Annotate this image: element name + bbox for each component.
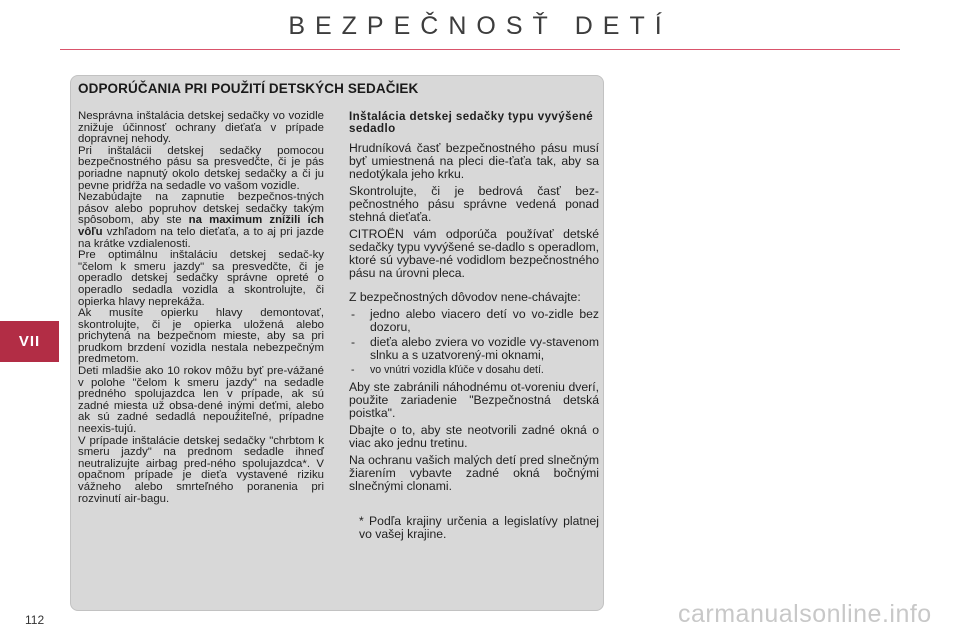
paragraph: CITROËN vám odporúča používať detské sedačky typu vyvýšené se-dadlo s operadlom, ktoré sú vybave-né vodidlom bezpečnostného pásu na úrovni pleca. — [349, 227, 599, 280]
paragraph: Na ochranu vašich malých detí pred slnečným žiarením vybavte zadné okná bočnými slnečnými clonami. — [349, 453, 599, 493]
panel-heading: ODPORÚČANIA PRI POUŽITÍ DETSKÝCH SEDAČIEK — [78, 81, 419, 96]
text-run: Nezabúdajte na zapnutie bezpečnos-tných pásov alebo popruhov detskej sedačky takým spôsobom, aby ste — [78, 191, 324, 227]
footnote: * Podľa krajiny určenia a legislatívy platnej vo vašej krajine. — [359, 514, 599, 541]
recommendations-panel — [70, 75, 604, 611]
paragraph: Hrudníková časť bezpečnostného pásu musí byť umiestnená na pleci die-ťaťa tak, aby sa nedotýkala jeho krku. — [349, 141, 599, 181]
paragraph: Pri inštalácii detskej sedačky pomocou bezpečnostného pásu sa presvedčte, či je pás poriadne napnutý okolo detskej sedačky a či ju pevne pridŕža na sedadle vo vašom vozidle. — [78, 144, 324, 192]
watermark: carmanualsonline.info — [678, 600, 932, 628]
paragraph: Skontrolujte, či je bedrová časť bez-pečnostného pásu správne vedená ponad stehná dieťaťa. — [349, 184, 599, 224]
paragraph — [78, 192, 324, 250]
left-column — [78, 111, 324, 505]
paragraph: Nesprávna inštalácia detskej sedačky vo vozidle znižuje účinnosť ochrany dieťaťa v prípade dopravnej nehody. — [78, 110, 324, 146]
list-item: - dieťa alebo zviera vo vozidle vy-stavenom slnku a s uzatvorený-mi oknami, — [349, 336, 599, 362]
paragraph: Pre optimálnu inštaláciu detskej sedač-ky "čelom k smeru jazdy" sa presvedčte, či je operadlo detskej sedačky správne opreté o operadlo sedadla vozidla a skontrolujte, či opierka hlavy neprekáža. — [78, 249, 324, 308]
paragraph: Z bezpečnostných dôvodov nene-chávajte: — [349, 290, 581, 304]
warning-list — [349, 308, 599, 377]
text-run: vzhľadom na telo dieťaťa, a to aj pri jazde na krátke vzdialenosti. — [78, 225, 324, 250]
list-item: - vo vnútri vozidla kľúče v dosahu detí. — [349, 364, 599, 377]
section-subheading: Inštalácia detskej sedačky typu vyvýšené sedadlo — [349, 110, 594, 135]
paragraph: V prípade inštalácie detskej sedačky "chrbtom k smeru jazdy" na prednom sedadle ihneď neutralizujte airbag pred-ného spolujazdca*. V opačnom prípade je dieťa vystavené riziku vážneho alebo smrteľného poranenia pri rozvinutí air-bagu. — [78, 434, 324, 505]
right-column — [349, 111, 599, 545]
paragraph: Ak musíte opierku hlavy demontovať, skontrolujte, či je opierka uložená alebo prichytená na bezpečnom mieste, aby sa pri prudkom brzdení vozidla nestala nebezpečným predmetom. — [78, 307, 324, 366]
paragraph: Deti mladšie ako 10 rokov môžu byť pre-vážané v polohe "čelom k smeru jazdy" na sedadle predného spolujazdca len v prípade, ak sú zadné miesta už obsa-dené inými deťmi, alebo ak sú zadné sedadlá nepoužiteľné, prípadne neexis-tujú. — [78, 365, 324, 436]
page-title: BEZPEČNOSŤ DETÍ — [288, 12, 672, 40]
chapter-tab[interactable]: VII — [0, 321, 59, 362]
paragraph: Dbajte o to, aby ste neotvorili zadné okná o viac ako jednu tretinu. — [349, 423, 599, 450]
emphasis-text: na maximum znížili ich vôľu — [78, 214, 324, 238]
page-number: 112 — [25, 613, 45, 627]
title-divider — [60, 49, 900, 50]
paragraph: Aby ste zabránili náhodnému ot-voreniu dverí, použite zariadenie "Bezpečnostná detská poistka". — [349, 380, 599, 420]
list-item: - jedno alebo viacero detí vo vo-zidle bez dozoru, — [349, 308, 599, 334]
